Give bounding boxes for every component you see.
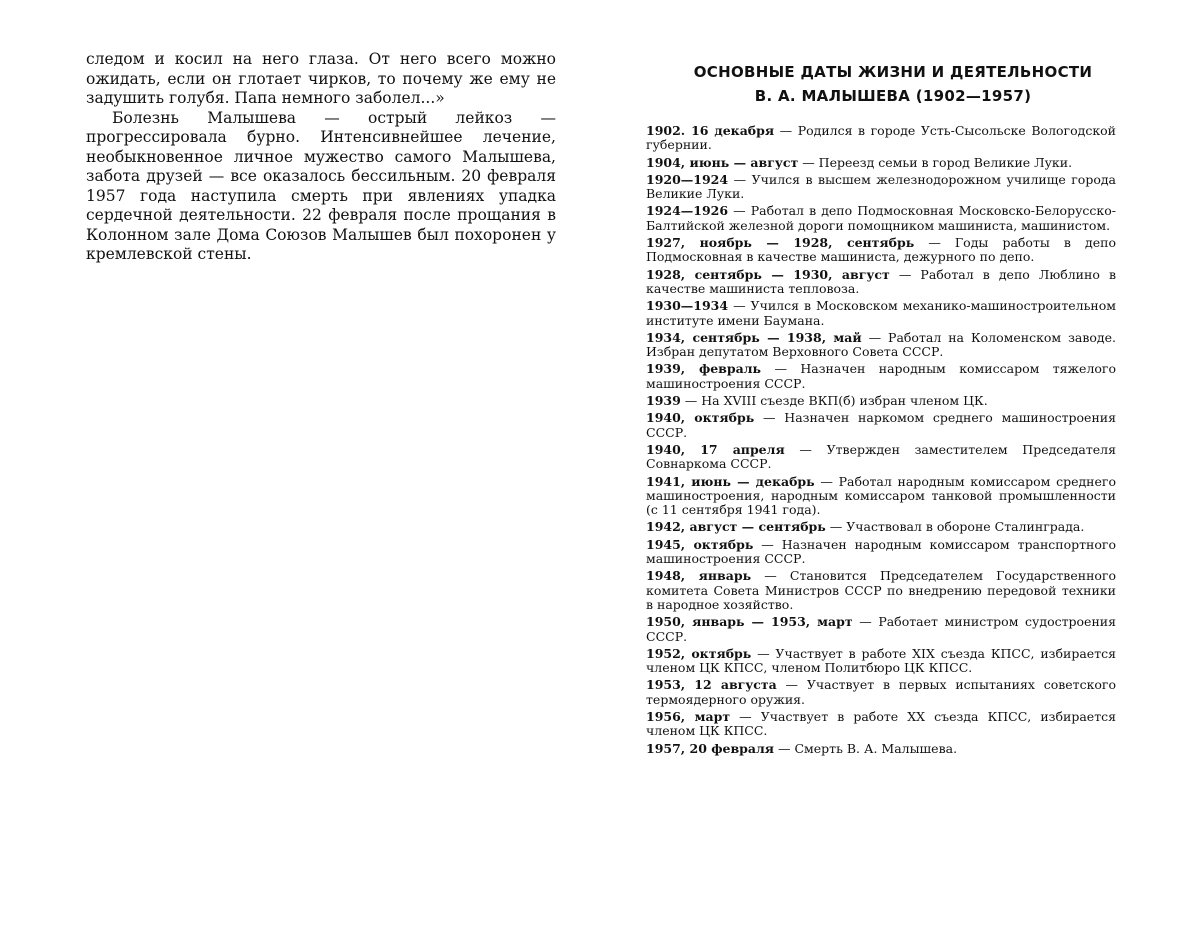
- entry-text: — Назначен народным комиссаром транспортного машиностроения СССР.: [646, 536, 1116, 567]
- paragraph: следом и косил на него глаза. От него всего можно ожидать, если он глотает чирков, то почему же ему не задушить голубя. Папа немного заболел...»: [86, 50, 556, 107]
- entry-date: 1934, сентябрь — 1938, май: [646, 329, 862, 345]
- entry-text: — Назначен народным комиссаром тяжелого машиностроения СССР.: [646, 361, 1116, 391]
- entry-date: 1939, февраль: [646, 361, 762, 377]
- entry-date: 1953, 12 августа: [646, 677, 777, 693]
- entry-date: 1952, октябрь: [646, 645, 752, 661]
- entry-date: 1941, июнь — декабрь: [646, 473, 815, 489]
- entry-date: 1948, январь: [646, 568, 752, 584]
- entry-text: — Переезд семьи в город Великие Луки.: [798, 154, 1073, 170]
- chronology-entry: [646, 124, 1116, 153]
- chronology-entry: [646, 678, 1116, 707]
- entry-date: 1940, октябрь: [646, 410, 755, 426]
- chronology-entry: [646, 615, 1116, 644]
- entry-text: — Работает министром судостроения СССР.: [646, 614, 1116, 644]
- chronology-entry: [646, 569, 1116, 612]
- chronology-entry: [646, 331, 1116, 360]
- entry-date: 1940, 17 апреля: [646, 441, 785, 457]
- entry-text: — Становится Председателем Государственного комитета Совета Министров СССР по внедрению передовой техники в народное хозяйство.: [646, 568, 1116, 612]
- entry-text: — Утвержден заместителем Председателя Совнаркома СССР.: [646, 441, 1116, 472]
- chronology-entry: [646, 236, 1116, 265]
- chronology-entry: [646, 411, 1116, 440]
- paragraph: Болезнь Малышева — острый лейкоз — прогрессировала бурно. Интенсивнейшее лечение, необыкновенное личное мужество самого Малышева, забота друзей — все оказалось бессильным. 20 февраля 1957 года наступила смерть при явлениях упадка сердечной деятельности. 22 февраля после прощания в Колонном зале Дома Союзов Малышев был похоронен у кремлевской стены.: [86, 108, 556, 263]
- heading-line: В. А. МАЛЫШЕВА (1902—1957): [754, 87, 1032, 105]
- entry-text: — Участвует в работе XIX съезда КПСС, избирается членом ЦК КПСС, членом Политбюро ЦК КПСС.: [646, 645, 1117, 676]
- heading-line: ОСНОВНЫЕ ДАТЫ ЖИЗНИ И ДЕЯТЕЛЬНОСТИ: [693, 63, 1093, 81]
- chronology-list: [646, 124, 1116, 756]
- entry-text: — Учился в Московском механико-машиностроительном институте имени Баумана.: [646, 298, 1116, 328]
- entry-date: 1939: [646, 393, 681, 409]
- chronology-entry: [646, 538, 1116, 567]
- chronology-entry: [646, 443, 1116, 472]
- chronology-entry: [646, 204, 1116, 233]
- entry-text: — Назначен наркомом среднего машиностроения СССР.: [646, 410, 1116, 440]
- entry-date: 1902. 16 декабря: [646, 123, 775, 138]
- entry-text: — Работал на Коломенском заводе. Избран депутатом Верховного Совета СССР.: [646, 329, 1116, 360]
- entry-text: — Родился в городе Усть-Сысольске Вологодской губернии.: [646, 123, 1116, 153]
- entry-date: 1924—1926: [646, 203, 729, 219]
- chronology-page: [646, 60, 1116, 759]
- chronology-entry: [646, 742, 1116, 756]
- entry-date: 1904, июнь — август: [646, 154, 799, 170]
- entry-date: 1945, октябрь: [646, 536, 754, 552]
- entry-date: 1927, ноябрь — 1928, сентябрь: [646, 235, 915, 251]
- entry-date: 1930—1934: [646, 298, 729, 314]
- entry-date: 1920—1924: [646, 171, 729, 187]
- entry-text: — Учился в высшем железнодорожном училище города Великие Луки.: [646, 171, 1116, 202]
- entry-text: — Работал в депо Подмосковная Московско-Белорусско-Балтийской железной дороги помощником машиниста, машинистом.: [646, 203, 1116, 233]
- entry-text: — Участвует в работе XX съезда КПСС, избирается членом ЦК КПСС.: [646, 708, 1116, 739]
- entry-text: — Работал народным комиссаром среднего машиностроения, народным комиссаром танковой промышленности (с 11 сентября 1941 года).: [646, 473, 1116, 518]
- chronology-entry: [646, 362, 1116, 391]
- chronology-entry: [646, 394, 1116, 408]
- chronology-entry: [646, 520, 1116, 534]
- entry-date: 1950, январь — 1953, март: [646, 614, 853, 630]
- chronology-entry: [646, 475, 1116, 518]
- chronology-entry: [646, 299, 1116, 328]
- chronology-entry: [646, 268, 1116, 297]
- entry-text: — Смерть В. А. Малышева.: [774, 740, 958, 756]
- entry-date: 1928, сентябрь — 1930, август: [646, 266, 890, 282]
- entry-text: — На XVIII съезде ВКП(б) избран членом ЦК.: [680, 393, 988, 409]
- entry-date: 1957, 20 февраля: [646, 740, 775, 756]
- chronology-entry: [646, 647, 1116, 676]
- chronology-heading: [670, 60, 1116, 108]
- chronology-entry: [646, 710, 1116, 739]
- entry-date: 1956, март: [646, 708, 731, 724]
- chronology-entry: [646, 173, 1116, 202]
- entry-text: — Участвует в первых испытаниях советского термоядерного оружия.: [646, 677, 1116, 707]
- chronology-entry: [646, 156, 1116, 170]
- entry-date: 1942, август — сентябрь: [646, 519, 826, 535]
- left-page-text: [86, 50, 556, 265]
- entry-text: — Участвовал в обороне Сталинграда.: [825, 519, 1085, 535]
- entry-text: — Годы работы в депо Подмосковная в качестве машиниста, дежурного по депо.: [646, 235, 1116, 265]
- entry-text: — Работал в депо Люблино в качестве машиниста тепловоза.: [646, 266, 1117, 296]
